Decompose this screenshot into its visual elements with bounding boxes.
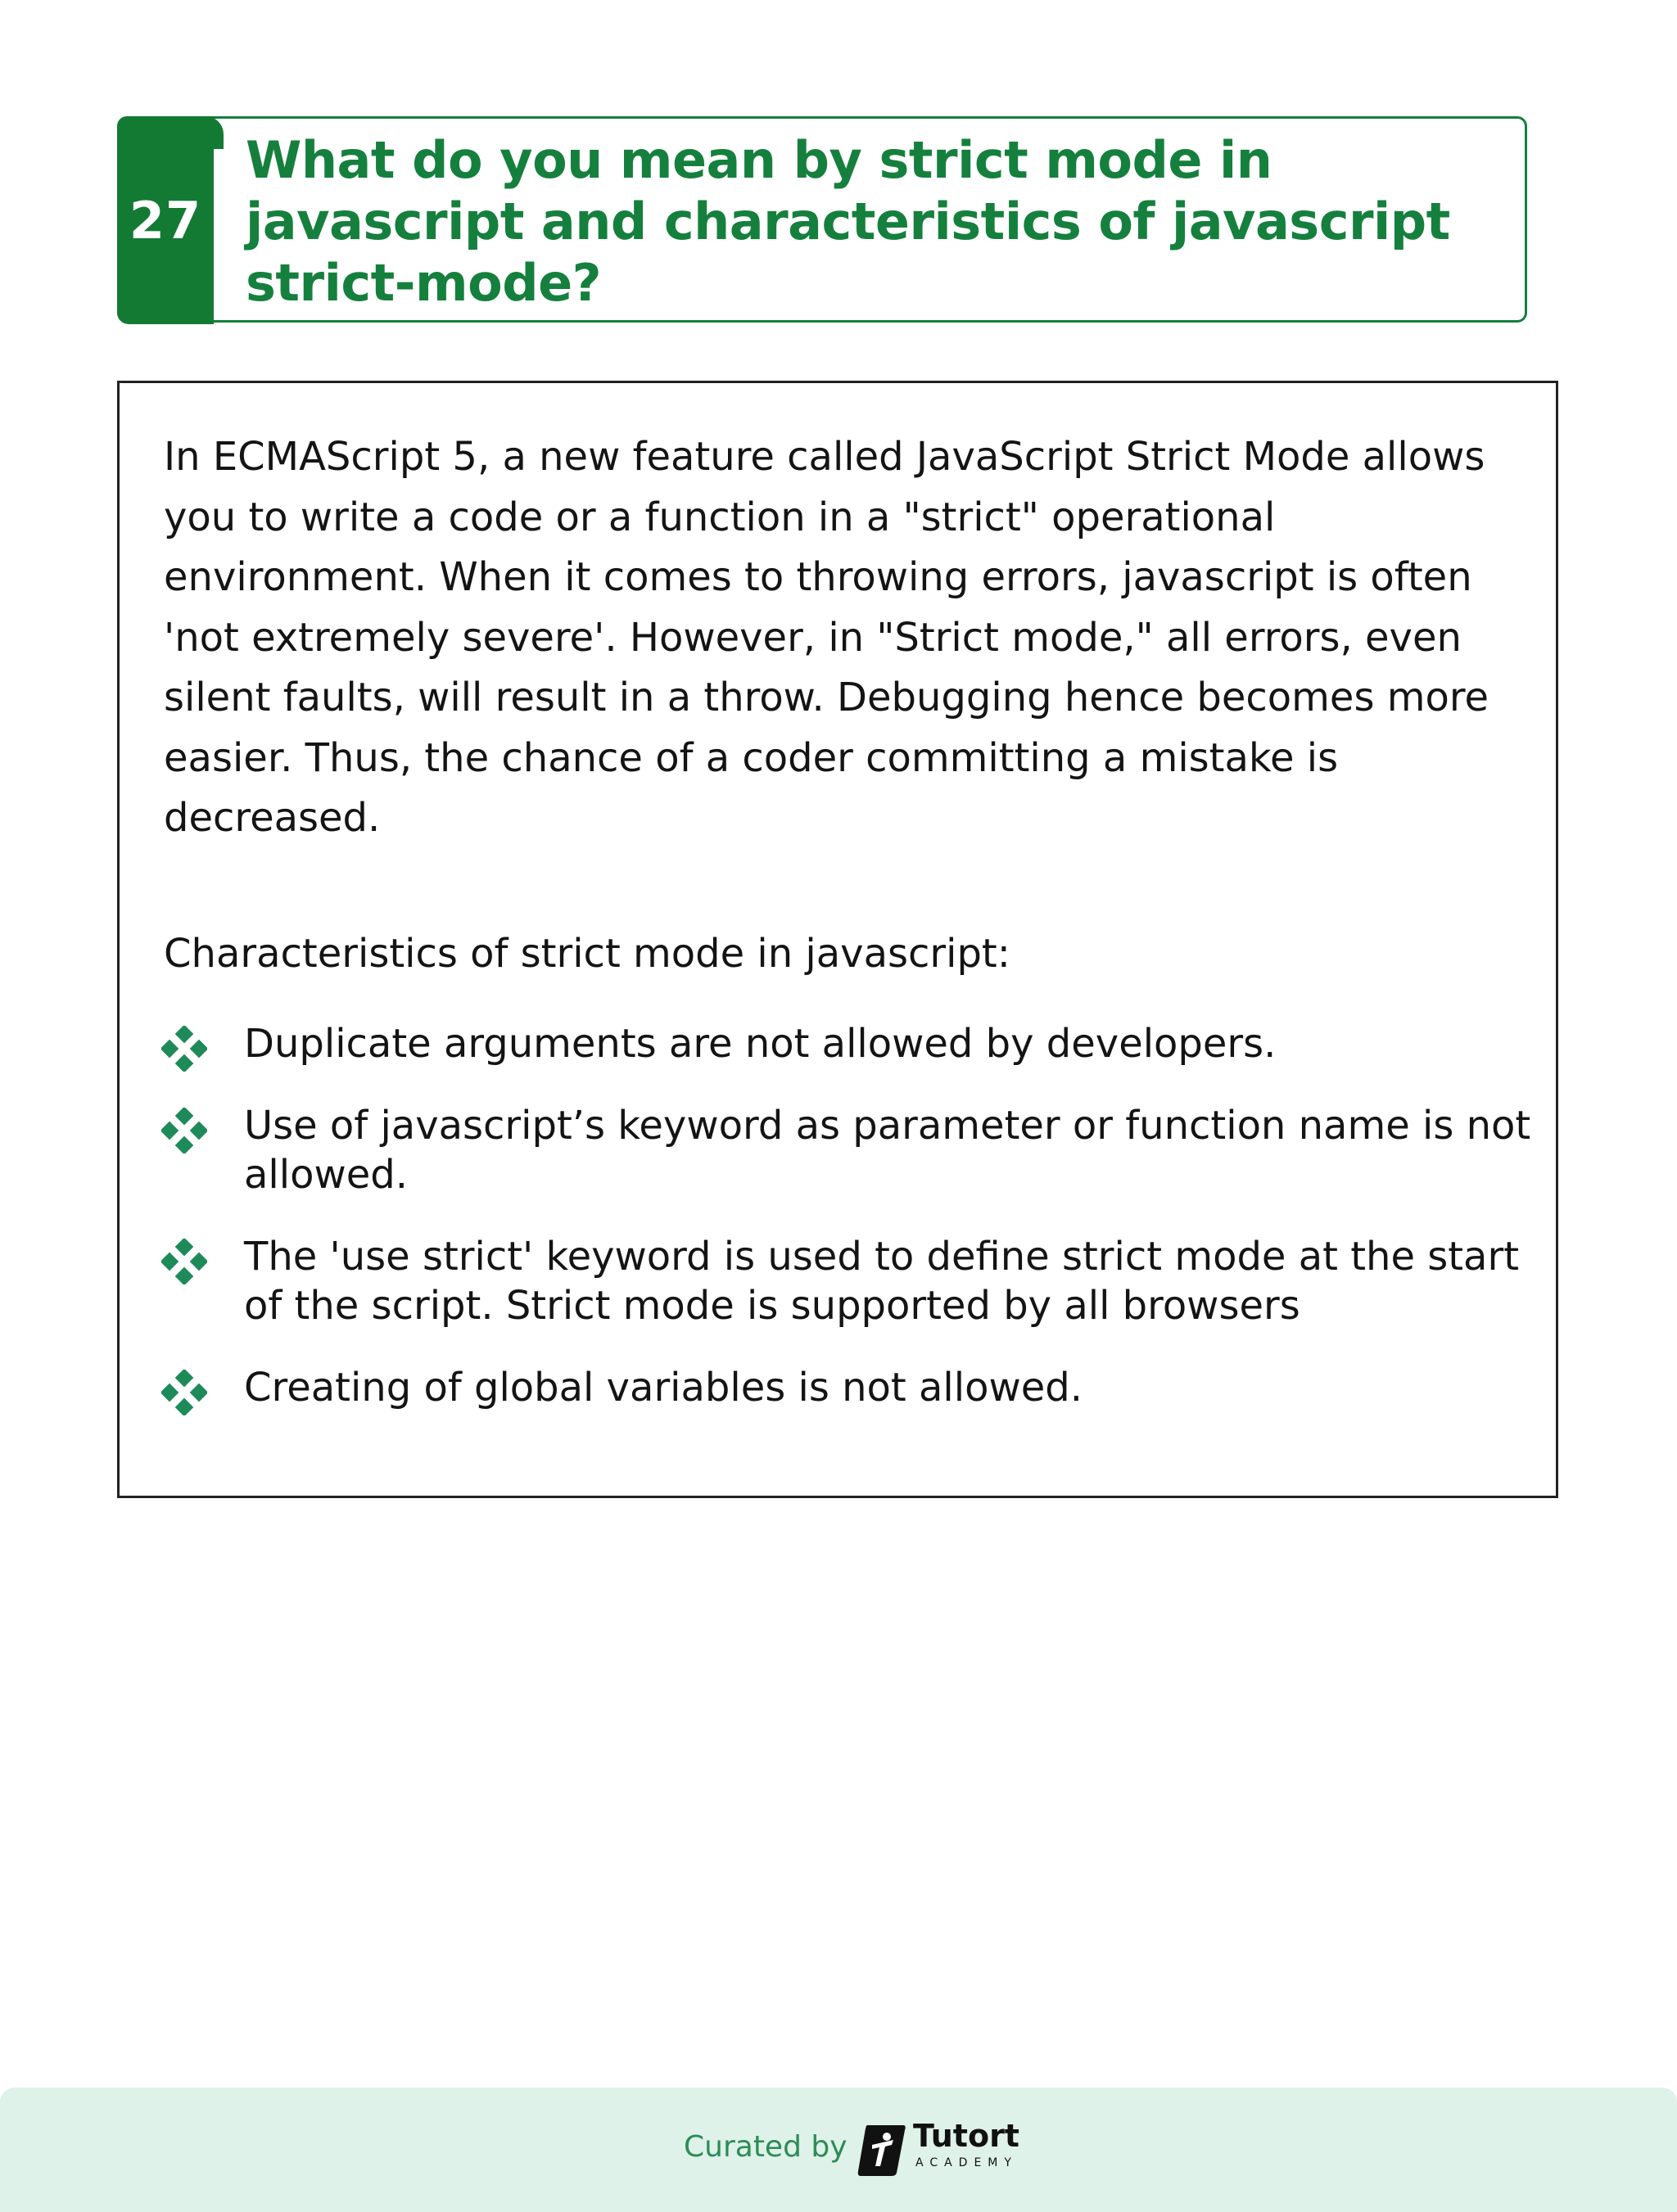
brand-name: Tutort bbox=[913, 2118, 1019, 2154]
list-item bbox=[160, 1101, 1535, 1199]
list-item-text: The 'use strict' keyword is used to define strict mode at the start of the script. Strict mode is supported by all browsers bbox=[244, 1234, 1520, 1329]
intro-paragraph: In ECMAScript 5, a new feature called JavaScript Strict Mode allows you to write a code or a function in a "strict" operational environment. When it comes to throwing errors, javascript is often 'not extremely severe'. However, in "Strict mode," all errors, even silent faults, will result in a throw. Debugging hence becomes more easier. Thus, the chance of a coder committing a mistake is decreased. bbox=[164, 434, 1489, 841]
list-item bbox=[160, 1363, 1535, 1412]
characteristics-heading: Characteristics of strict mode in javascript: bbox=[164, 931, 1010, 977]
characteristics-list bbox=[160, 1019, 1535, 1412]
diamond-icon bbox=[161, 1370, 207, 1415]
list-item bbox=[160, 1019, 1535, 1068]
list-item bbox=[160, 1232, 1535, 1330]
diamond-icon bbox=[161, 1108, 207, 1153]
question-number: 27 bbox=[129, 190, 202, 251]
curated-by-label: Curated by bbox=[684, 2130, 848, 2164]
question-title: What do you mean by strict mode in javascript and characteristics of javascript strict-mode? bbox=[246, 130, 1450, 313]
question-number-badge bbox=[117, 116, 214, 324]
list-item-text: Use of javascript’s keyword as parameter or function name is not allowed. bbox=[244, 1103, 1531, 1198]
list-item-text: Duplicate arguments are not allowed by developers. bbox=[244, 1021, 1277, 1067]
brand-subtitle: ACADEMY bbox=[915, 2156, 1018, 2169]
list-item-text: Creating of global variables is not allowed. bbox=[244, 1365, 1083, 1411]
tutort-logo-icon bbox=[856, 2122, 908, 2178]
diamond-icon bbox=[161, 1026, 207, 1072]
diamond-icon bbox=[161, 1239, 207, 1284]
